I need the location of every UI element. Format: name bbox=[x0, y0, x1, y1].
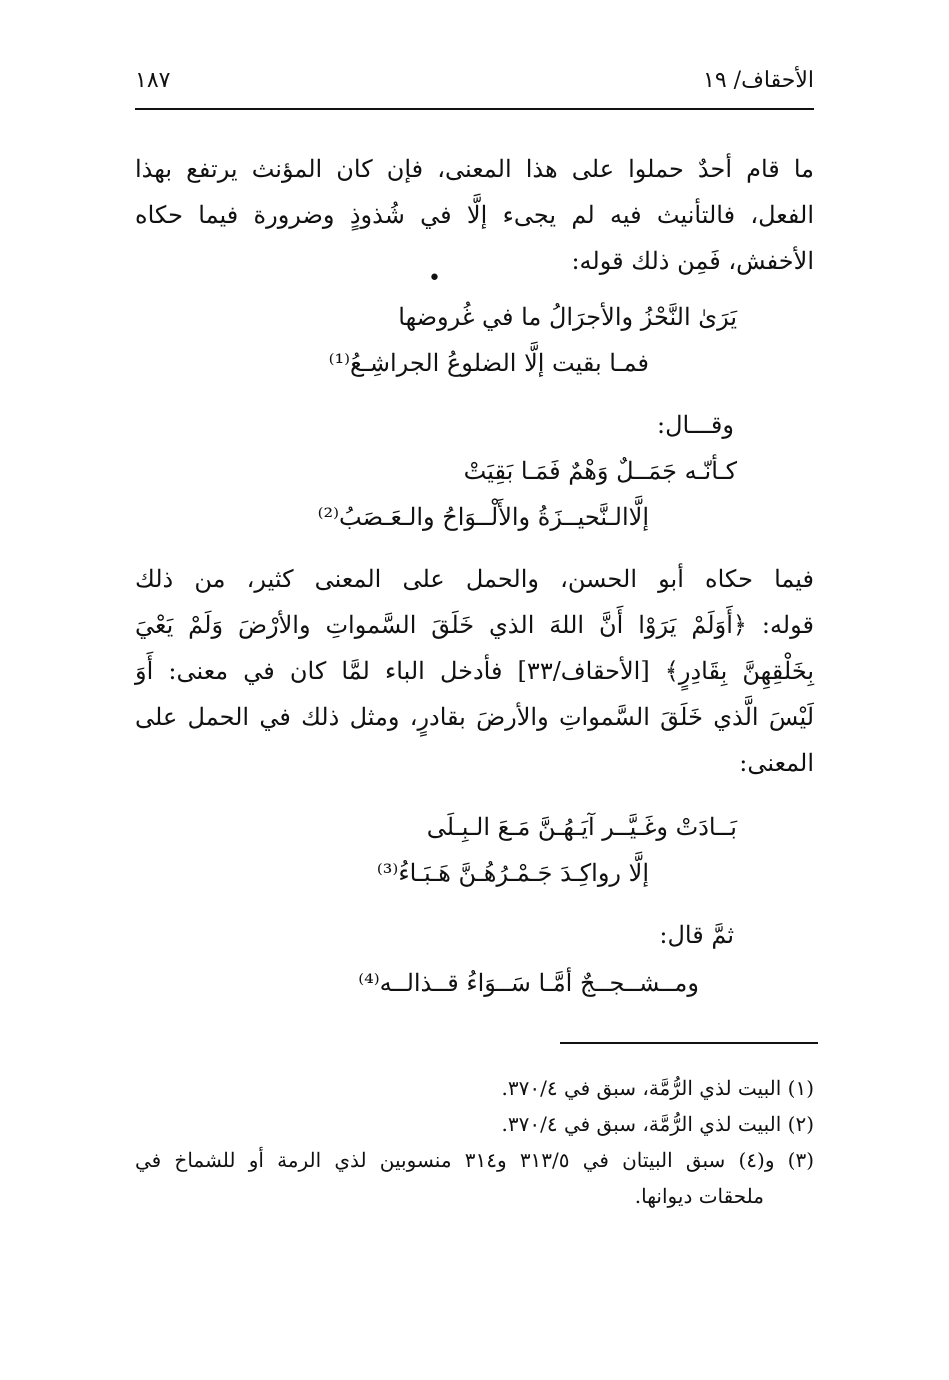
label-thumma-qal: ثمَّ قال: bbox=[659, 921, 734, 949]
footnote-1: (١) البيت لذي الرُّمَّة، سبق في ٣٧٠/٤. bbox=[501, 1076, 814, 1100]
page-number: ١٨٧ bbox=[135, 67, 171, 93]
verse-2-line-1: كـأنّـه جَمَــلٌ وَهْمٌ فَمَـا بَقِيَتْ bbox=[463, 457, 737, 485]
footnote-3-4-continuation: ملحقات ديوانها. bbox=[634, 1184, 764, 1208]
paragraph-line: الأخفش، فَمِن ذلك قوله: bbox=[571, 247, 814, 275]
verse-3-line-2: إلَّا رواكِـدَ جَـمْـرُهُـنَّ هَـبَـاءُ⁽³⁾ bbox=[376, 859, 649, 887]
paragraph-2 bbox=[135, 556, 814, 786]
paragraph-line: المعنى: bbox=[739, 749, 814, 777]
verse-1-line-1: يَرَىٰ النَّحْزُ والأجرَالُ ما في غُروضها bbox=[398, 303, 737, 331]
paragraph-line: بِخَلْقِهِنَّ بِقَادِرٍ﴾ [الأحقاف/٣٣] فأدخل الباء لمَّا كان في معنى: أَوَ bbox=[135, 657, 814, 685]
header-rule bbox=[135, 108, 814, 110]
verse-4-line-1: ومــشــجــجٌ أمَّـا سَــوَاءُ قــذالــه⁽⁴⁾ bbox=[358, 969, 699, 997]
page-header bbox=[135, 62, 814, 98]
footnote-2: (٢) البيت لذي الرُّمَّة، سبق في ٣٧٠/٤. bbox=[501, 1112, 814, 1136]
running-title: الأحقاف/ ١٩ bbox=[703, 67, 814, 93]
paragraph-line: لَيْسَ الَّذي خَلَقَ السَّمواتِ والأرضَ بقادرٍ، ومثل ذلك في الحمل على bbox=[135, 703, 814, 731]
verse-3-line-1: بَــادَتْ وغَـيَّــر آيَـهُـنَّ مَـعَ الـبِـلَى bbox=[426, 813, 737, 841]
label-wa-qal: وقـــال: bbox=[657, 411, 734, 439]
paragraph-1 bbox=[135, 146, 814, 284]
verse-2-line-2: إلَّاالـنَّحيــزَةُ والأَلْــوَاحُ والـعَـصَبُ⁽²⁾ bbox=[317, 503, 649, 531]
footnotes bbox=[135, 1070, 814, 1214]
paragraph-line: قوله: ﴿أَوَلَمْ يَرَوْا أَنَّ اللهَ الذي خَلَقَ السَّمواتِ والأرْضَ وَلَمْ يَعْيَ bbox=[135, 611, 814, 639]
footnote-rule bbox=[560, 1042, 818, 1044]
paragraph-line: ما قام أحدٌ حملوا على هذا المعنى، فإن كان المؤنث يرتفع بهذا bbox=[135, 155, 815, 183]
paragraph-line: فيما حكاه أبو الحسن، والحمل على المعنى كثير، من ذلك bbox=[135, 565, 814, 593]
stray-mark: • bbox=[428, 266, 441, 291]
paragraph-line: الفعل، فالتأنيث فيه لم يجىء إلَّا في شُذوذٍ وضرورة فيما حكاه bbox=[135, 201, 814, 229]
footnote-3-4: (٣) و(٤) سبق البيتان في ٣١٣/٥ و٣١٤ منسوبين لذي الرمة أو للشماخ في bbox=[135, 1148, 815, 1172]
verse-1-line-2: فمـا بقيت إلَّا الضلوعُ الجراشِـعُ⁽¹⁾ bbox=[328, 349, 649, 377]
